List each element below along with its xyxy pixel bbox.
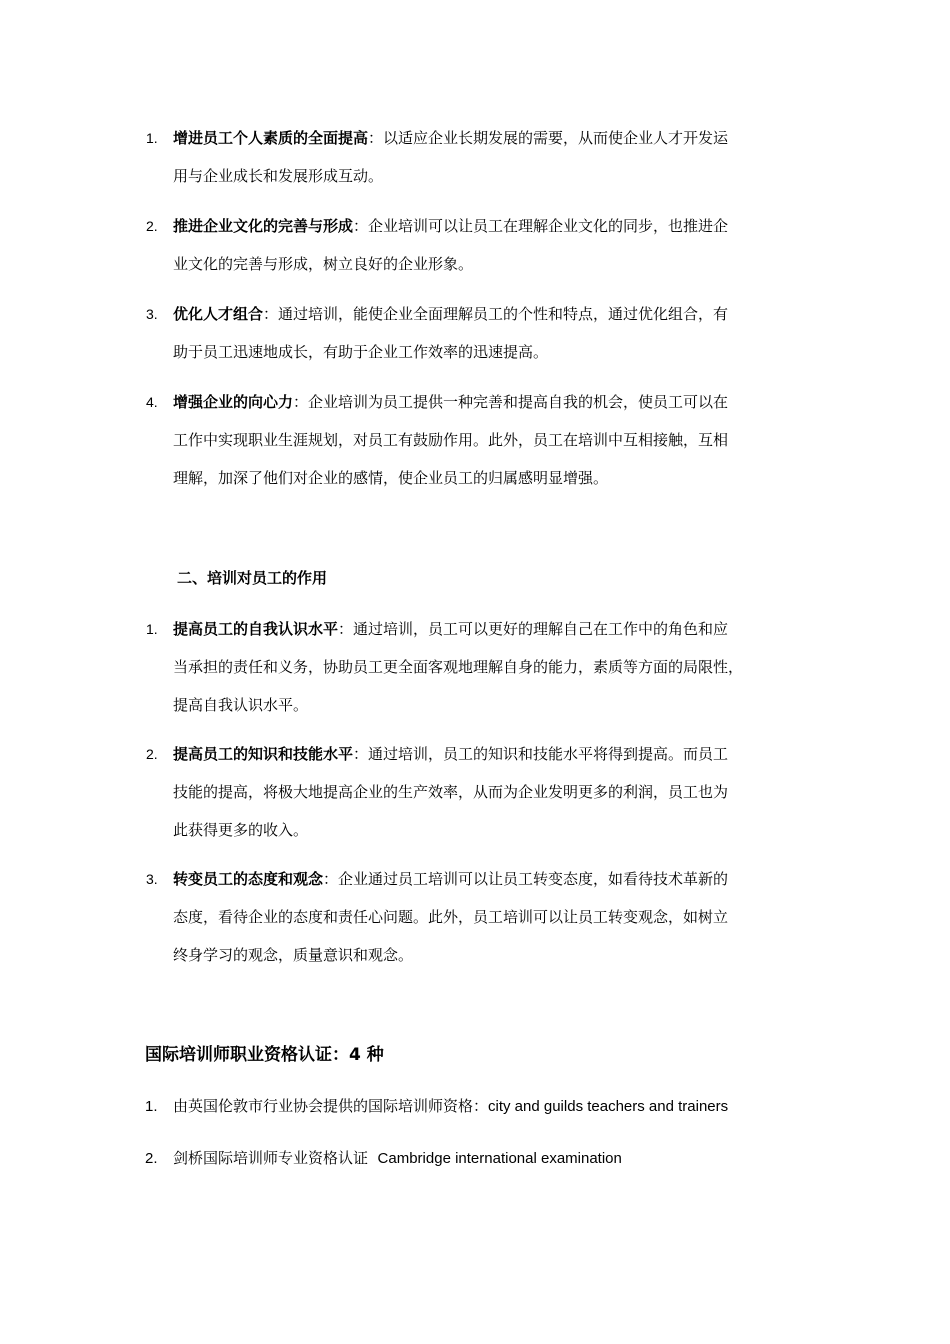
list-item-text: 企业通过员工培训可以让员工转变态度，如看待技术革新的 (338, 870, 729, 888)
document-page: 1. 增进员工个人素质的全面提高：以适应企业长期发展的需要，从而使企业人才开发运 用与企业成长和发展形成互动。 2. 推进企业文化的完善与形成：企业培训可以让员工在理解企业文化的同步，也推进企 业文化的完善与形成，树立良好的企业形象。 3. 优化人才组合：通过培训，能使企业全面理解员工的个性和特点，通过优化组合，有 助于员工迅速地成长，有助于企业工作效率的迅速提高。 4. 增强企业的向心力：企业培训为员工提供一种完善和提高自我的机会，使员工可以在 工作中实现职业生涯规划，对员工有鼓励作用。此外，员工在培训中互相接触，互相 理解，加深了他们对企业的感情，使企业员工的归属感明显增强。 二、培训对员工的作用 1. 提高员工的自我认识水平：通过培训，员工可以更好的理解自己在工作中的角色和应 当承担的责任和义务，协助员工更全面客观地理解自身的能力，素质等方面的局限性， 提高自我认识水平。 2. 提高员工的知识和技能水平：通过培训，员工的知识和技能水平将得到提高。而员工 技能的提高，将极大地提高企业的生产效率，从而为企业发明更多的利润，员工也为 此获得更多的收入。 3. 转变员工的态度和观念：企业通过员工培训可以让员工转变态度，如看待技术革新的 态度，看待企业的态度和责任心问题。此外，员工培训可以让员工转变观念，如树立 终身学习的观念，质量意识和观念。 国际培训师职业资格认证：4 种 1. 由英国伦敦市行业协会提供的国际培训师资格：city and guilds teachers and trainers 2. 剑桥国际培训师专业资格认证 Cambridge international examination (0, 0, 950, 1344)
certification-text: 剑桥国际培训师专业资格认证 (173, 1149, 378, 1167)
list-item-title: 提高员工的知识和技能水平 (173, 745, 354, 763)
list-item-text: 此获得更多的收入。 (173, 821, 309, 839)
list-item-title: 优化人才组合 (173, 305, 264, 323)
list-item-text: 业文化的完善与形成，树立良好的企业形象。 (173, 255, 474, 273)
list-item-text: 态度，看待企业的态度和责任心问题。此外，员工培训可以让员工转变观念，如树立 (173, 908, 729, 926)
list-item-text: 通过培训，能使企业全面理解员工的个性和特点，通过优化组合，有 (278, 305, 729, 323)
list-item-title: 增进员工个人素质的全面提高 (173, 129, 369, 147)
list-item-text: 助于员工迅速地成长，有助于企业工作效率的迅速提高。 (173, 343, 549, 361)
list-item-number: 1. (146, 130, 158, 146)
list-item-text: 提高自我认识水平。 (173, 696, 309, 714)
list-item-number: 2. (145, 1150, 158, 1167)
list-item-number: 2. (146, 746, 158, 762)
section-heading: 二、培训对员工的作用 (177, 569, 328, 587)
list-item-number: 4. (146, 394, 158, 410)
list-item-text: 工作中实现职业生涯规划，对员工有鼓励作用。此外，员工在培训中互相接触，互相 (173, 431, 729, 449)
list-item-number: 3. (146, 306, 158, 322)
list-item-number: 3. (146, 871, 158, 887)
list-item-text: 企业培训为员工提供一种完善和提高自我的机会，使员工可以在 (308, 393, 729, 411)
certification-text: 由英国伦敦市行业协会提供的国际培训师资格： (173, 1097, 489, 1115)
certification-name: city and guilds teachers and trainers (488, 1098, 729, 1115)
list-item-number: 1. (146, 621, 158, 637)
list-item-text: 终身学习的观念，质量意识和观念。 (173, 946, 414, 964)
list-item-text: 当承担的责任和义务，协助员工更全面客观地理解自身的能力，素质等方面的局限性， (173, 658, 744, 676)
list-item-text: 以适应企业长期发展的需要，从而使企业人才开发运 (383, 129, 729, 147)
list-item-number: 1. (145, 1098, 158, 1115)
list-item-text: 通过培训，员工的知识和技能水平将得到提高。而员工 (368, 745, 729, 763)
list-item-number: 2. (146, 218, 158, 234)
certification-name: Cambridge international examination (377, 1150, 622, 1167)
list-item-text: 理解，加深了他们对企业的感情，使企业员工的归属感明显增强。 (173, 469, 609, 487)
list-item-title: 推进企业文化的完善与形成 (173, 217, 354, 235)
list-item-text: 通过培训，员工可以更好的理解自己在工作中的角色和应 (353, 620, 729, 638)
list-item-text: 用与企业成长和发展形成互动。 (173, 167, 384, 185)
list-item-title: 提高员工的自我认识水平 (173, 620, 339, 638)
certification-item (145, 1094, 728, 1119)
certification-item (145, 1146, 622, 1171)
list-item-title: 增强企业的向心力 (173, 393, 294, 411)
certification-heading: 国际培训师职业资格认证：4 种 (145, 1045, 384, 1065)
list-item-text: 企业培训可以让员工在理解企业文化的同步，也推进企 (368, 217, 729, 235)
list-item-text: 技能的提高，将极大地提高企业的生产效率，从而为企业发明更多的利润，员工也为 (173, 783, 729, 801)
list-item-title: 转变员工的态度和观念 (173, 870, 324, 888)
